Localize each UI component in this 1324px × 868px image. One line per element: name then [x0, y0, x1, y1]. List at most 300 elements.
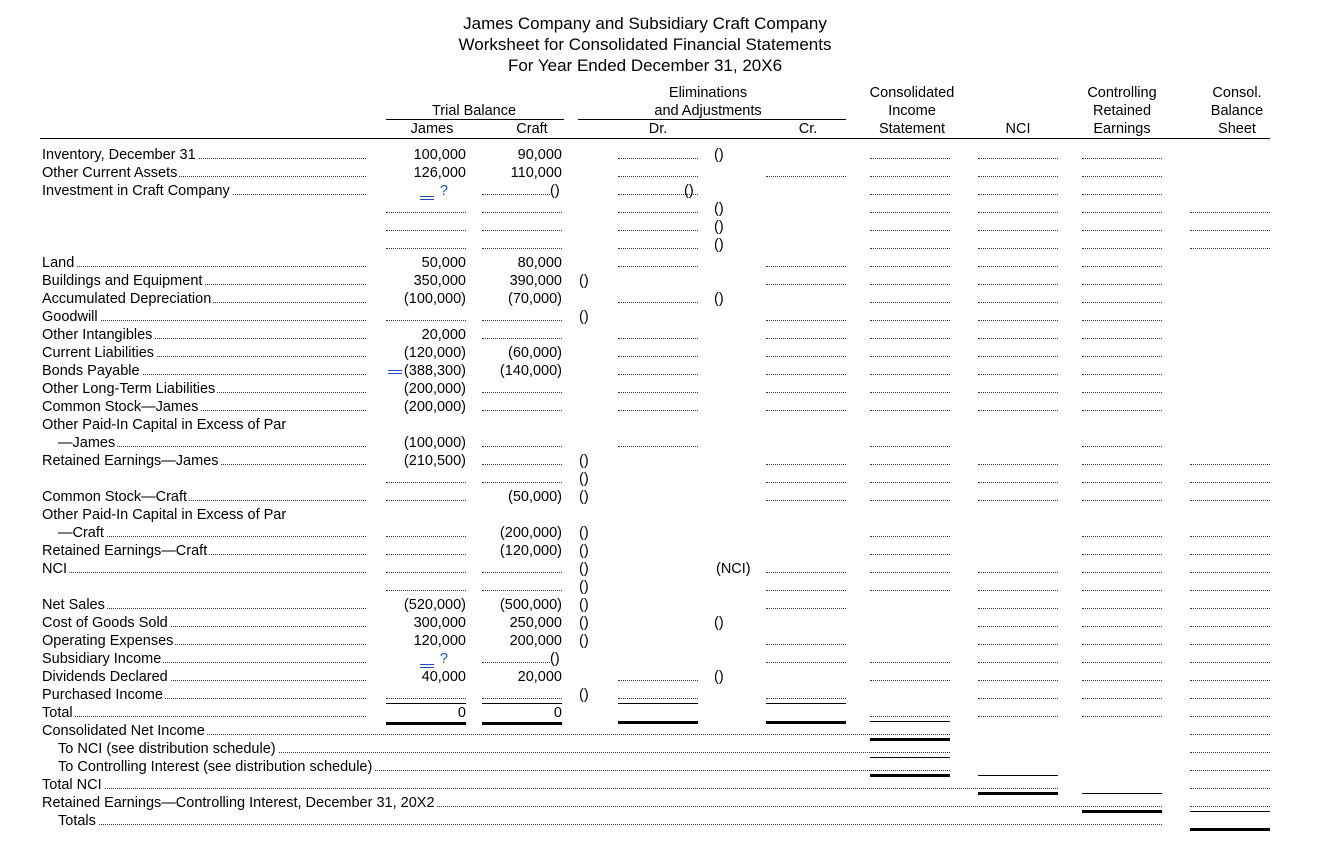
- row-label: [58, 524, 106, 542]
- nci-dots: [978, 698, 1058, 699]
- worksheet-row: [0, 722, 1324, 740]
- consolidated-income-dots: [870, 158, 950, 159]
- craft-blank-dots: [482, 194, 550, 195]
- consol-balance-dots: [1190, 248, 1270, 249]
- consolidated-income-dots: [870, 716, 950, 717]
- header-consolidated-income-1: Consolidated: [869, 85, 955, 101]
- nci-total-rule: [978, 775, 1058, 776]
- row-label-text: Consolidated Net Income: [42, 723, 205, 739]
- craft-value: (500,000): [499, 597, 562, 613]
- row-label: [58, 812, 98, 830]
- row-label-text: Common Stock—Craft: [42, 489, 188, 505]
- nci-total-double: [978, 792, 1058, 795]
- craft-value: 110,000: [510, 165, 562, 181]
- craft-blank-dots: [482, 482, 562, 483]
- nci-elimination-label: (NCI): [716, 561, 751, 577]
- worksheet-title-company: James Company and Subsidiary Craft Company: [463, 14, 827, 33]
- james-value: 350,000: [413, 273, 466, 289]
- controlling-re-dots: [1082, 554, 1162, 555]
- james-blank-dots: [386, 248, 466, 249]
- consol-balance-dots: [1190, 590, 1270, 591]
- row-label: [42, 416, 288, 434]
- worksheet-row: [0, 434, 1324, 452]
- header-consolidated-income-3: Statement: [878, 121, 946, 137]
- controlling-re-dots: [1082, 608, 1162, 609]
- row-label-text: Other Paid-In Capital in Excess of Par: [42, 417, 287, 433]
- consol-balance-dots: [1190, 572, 1270, 573]
- cbs-total-rule: [1190, 811, 1270, 812]
- worksheet-row: [0, 776, 1324, 794]
- cis-to-nci-rule: [870, 757, 950, 758]
- row-label-text: Net Sales: [42, 597, 105, 613]
- row-label-text: To NCI (see distribution schedule): [58, 741, 276, 757]
- adjustment-paren: (): [579, 525, 589, 541]
- adjustment-paren: (): [579, 687, 589, 703]
- row-label: [42, 290, 213, 308]
- row-label: [42, 668, 170, 686]
- row-label: [42, 380, 217, 398]
- header-controlling-re-2: Retained: [1092, 103, 1152, 119]
- row-label-text: Retained Earnings—James: [42, 453, 219, 469]
- worksheet-row: [0, 164, 1324, 182]
- row-label-text: Total NCI: [42, 777, 102, 793]
- james-value: ?: [439, 651, 448, 667]
- adjustment-paren: (): [579, 633, 589, 649]
- craft-value: (120,000): [499, 543, 562, 559]
- row-label-text: Totals: [58, 813, 96, 829]
- craft-blank-dots: [482, 338, 562, 339]
- header-consol-balance-3: Sheet: [1218, 121, 1256, 137]
- nci-dots: [978, 374, 1058, 375]
- controlling-re-dots: [1082, 590, 1162, 591]
- cis-controlling-double: [870, 774, 950, 777]
- row-label: [42, 722, 207, 740]
- row-label: [42, 776, 104, 794]
- cr-blank-dots: [766, 266, 846, 267]
- cis-net-income-double: [870, 738, 950, 741]
- craft-blank-dots: [482, 410, 562, 411]
- cr-blank-dots: [766, 698, 846, 699]
- controlling-re-dots: [1082, 158, 1162, 159]
- craft-blank-dots: [482, 320, 562, 321]
- nci-dots: [978, 716, 1058, 717]
- cre-total-double: [1082, 810, 1162, 813]
- james-value: 126,000: [413, 165, 466, 181]
- row-label-text: Retained Earnings—Craft: [42, 543, 208, 559]
- cr-blank-dots: [766, 590, 846, 591]
- worksheet-row: [0, 686, 1324, 704]
- row-label-text: Purchased Income: [42, 687, 163, 703]
- consolidated-income-dots: [870, 590, 950, 591]
- row-label-text: Common Stock—James: [42, 399, 199, 415]
- james-value: (520,000): [403, 597, 466, 613]
- row-label: [42, 398, 200, 416]
- row-label: [42, 632, 175, 650]
- consol-balance-dots: [1190, 500, 1270, 501]
- cr-blank-dots: [766, 464, 846, 465]
- cr-blank-dots: [766, 374, 846, 375]
- craft-paren: (): [550, 651, 560, 667]
- craft-value: (200,000): [499, 525, 562, 541]
- craft-value: 200,000: [509, 633, 562, 649]
- james-value: (100,000): [403, 435, 466, 451]
- controlling-re-dots: [1082, 266, 1162, 267]
- row-label-text: Land: [42, 255, 75, 271]
- controlling-re-dots: [1082, 302, 1162, 303]
- james-blank-dots: [386, 500, 466, 501]
- cr-paren: (): [714, 237, 724, 253]
- nci-dots: [978, 482, 1058, 483]
- cr-blank-dots: [766, 410, 846, 411]
- adjustment-paren: (): [579, 543, 589, 559]
- header-james: James: [410, 121, 454, 137]
- worksheet-row: [0, 416, 1324, 434]
- header-adjustments: and Adjustments: [654, 103, 762, 119]
- dr-blank-dots: [618, 176, 698, 177]
- consol-balance-dots: [1190, 806, 1270, 807]
- worksheet-row: [0, 326, 1324, 344]
- consolidated-income-dots: [870, 662, 950, 663]
- nci-dots: [978, 338, 1058, 339]
- consolidated-income-dots: [870, 230, 950, 231]
- row-label: [42, 794, 437, 812]
- consolidated-income-dots: [870, 338, 950, 339]
- james-value: (200,000): [403, 381, 466, 397]
- craft-blank-dots: [482, 464, 562, 465]
- nci-dots: [978, 464, 1058, 465]
- row-label: [42, 506, 288, 524]
- craft-value: 90,000: [517, 147, 562, 163]
- consol-balance-dots: [1190, 554, 1270, 555]
- controlling-re-dots: [1082, 320, 1162, 321]
- james-value: (120,000): [403, 345, 466, 361]
- controlling-re-dots: [1082, 338, 1162, 339]
- consol-balance-dots: [1190, 536, 1270, 537]
- row-label-text: Operating Expenses: [42, 633, 174, 649]
- craft-value: (70,000): [507, 291, 562, 307]
- row-label: [42, 596, 107, 614]
- unknown-value-mark: [388, 373, 402, 374]
- consolidated-income-dots: [870, 284, 950, 285]
- cre-total-rule: [1082, 793, 1162, 794]
- controlling-re-dots: [1082, 230, 1162, 231]
- consol-balance-dots: [1190, 626, 1270, 627]
- nci-dots: [978, 500, 1058, 501]
- cr-paren: (): [714, 291, 724, 307]
- consolidated-income-dots: [870, 410, 950, 411]
- consolidated-income-dots: [870, 194, 950, 195]
- consol-balance-dots: [1190, 698, 1270, 699]
- craft-value: (140,000): [499, 363, 562, 379]
- row-label: [42, 164, 179, 182]
- row-label: [42, 542, 209, 560]
- controlling-re-dots: [1082, 500, 1162, 501]
- cr-paren: (): [714, 219, 724, 235]
- row-label: [42, 362, 142, 380]
- cis-net-income-rule: [870, 721, 950, 722]
- header-consol-balance-1: Consol.: [1212, 85, 1262, 101]
- consol-balance-dots: [1190, 608, 1270, 609]
- consol-balance-dots: [1190, 752, 1270, 753]
- worksheet-title-name: Worksheet for Consolidated Financial Statements: [458, 35, 832, 54]
- row-label: [58, 434, 117, 452]
- dr-blank-dots: [618, 248, 698, 249]
- dr-paren: (): [684, 183, 694, 199]
- row-label-text: Total: [42, 705, 73, 721]
- consolidated-income-dots: [870, 374, 950, 375]
- cr-blank-dots: [766, 320, 846, 321]
- row-label: [42, 560, 69, 578]
- controlling-re-dots: [1082, 248, 1162, 249]
- consolidated-income-dots: [870, 320, 950, 321]
- worksheet-row: [0, 542, 1324, 560]
- consolidated-income-dots: [870, 212, 950, 213]
- worksheet-row: [0, 272, 1324, 290]
- row-label: [42, 452, 221, 470]
- row-label-text: Other Intangibles: [42, 327, 153, 343]
- dr-blank-dots: [618, 338, 698, 339]
- row-label-text: Inventory, December 31: [42, 147, 196, 163]
- dr-blank-dots: [618, 302, 698, 303]
- consolidated-income-dots: [870, 554, 950, 555]
- nci-dots: [978, 158, 1058, 159]
- worksheet-row: [0, 596, 1324, 614]
- dr-blank-dots: [618, 374, 698, 375]
- cr-paren: (): [714, 615, 724, 631]
- consol-balance-dots: [1190, 464, 1270, 465]
- worksheet-row: [0, 452, 1324, 470]
- worksheet-row: [0, 704, 1324, 722]
- craft-blank-dots: [482, 446, 562, 447]
- row-label: [42, 146, 198, 164]
- row-label: [58, 758, 374, 776]
- worksheet-row: [0, 218, 1324, 236]
- dr-blank-dots: [618, 212, 698, 213]
- worksheet-row: [0, 506, 1324, 524]
- consolidated-income-dots: [870, 536, 950, 537]
- controlling-re-dots: [1082, 176, 1162, 177]
- label-leader-dots: [42, 572, 366, 573]
- dr-blank-dots: [618, 698, 698, 699]
- cr-blank-dots: [766, 392, 846, 393]
- header-nci: NCI: [1005, 121, 1031, 137]
- label-leader-dots: [42, 266, 366, 267]
- cr-paren: (): [714, 201, 724, 217]
- nci-dots: [978, 284, 1058, 285]
- unknown-value-mark: [388, 370, 402, 371]
- controlling-re-dots: [1082, 626, 1162, 627]
- nci-dots: [978, 212, 1058, 213]
- controlling-re-dots: [1082, 356, 1162, 357]
- nci-dots: [978, 608, 1058, 609]
- row-label-text: Goodwill: [42, 309, 98, 325]
- consol-balance-dots: [1190, 230, 1270, 231]
- james-blank-dots: [386, 572, 466, 573]
- header-craft: Craft: [516, 121, 548, 137]
- row-label-text: Other Long-Term Liabilities: [42, 381, 216, 397]
- worksheet-row: [0, 488, 1324, 506]
- row-label: [42, 614, 170, 632]
- craft-value: 20,000: [517, 669, 562, 685]
- row-label: [42, 326, 154, 344]
- row-label-text: —Craft: [58, 525, 104, 541]
- cr-blank-dots: [766, 500, 846, 501]
- worksheet-row: [0, 578, 1324, 596]
- james-blank-dots: [386, 698, 466, 699]
- controlling-re-dots: [1082, 410, 1162, 411]
- consol-balance-dots: [1190, 734, 1270, 735]
- consolidated-income-dots: [870, 266, 950, 267]
- worksheet-row: [0, 362, 1324, 380]
- nci-dots: [978, 356, 1058, 357]
- row-label-text: Investment in Craft Company: [42, 183, 230, 199]
- controlling-re-dots: [1082, 194, 1162, 195]
- craft-blank-dots: [482, 248, 562, 249]
- dr-blank-dots: [618, 356, 698, 357]
- dr-blank-dots: [618, 392, 698, 393]
- nci-dots: [978, 572, 1058, 573]
- craft-blank-dots: [482, 590, 562, 591]
- row-label: [58, 740, 278, 758]
- james-blank-dots: [386, 482, 466, 483]
- cr-blank-dots: [766, 482, 846, 483]
- cr-blank-dots: [766, 608, 846, 609]
- header-controlling-re-1: Controlling: [1087, 85, 1157, 101]
- james-value: (200,000): [403, 399, 466, 415]
- worksheet-row: [0, 254, 1324, 272]
- worksheet-row: [0, 290, 1324, 308]
- header-consol-balance-2: Balance: [1210, 103, 1264, 119]
- controlling-re-dots: [1082, 698, 1162, 699]
- unknown-value-mark: [420, 664, 434, 665]
- cr-paren: (): [714, 669, 724, 685]
- worksheet-row: [0, 740, 1324, 758]
- craft-blank-dots: [482, 230, 562, 231]
- row-label: [42, 254, 76, 272]
- consol-balance-dots: [1190, 662, 1270, 663]
- consolidated-income-dots: [870, 302, 950, 303]
- adjustment-paren: (): [579, 561, 589, 577]
- cbs-total-double: [1190, 828, 1270, 831]
- controlling-re-dots: [1082, 662, 1162, 663]
- header-dr: Dr.: [648, 121, 668, 137]
- consolidated-income-dots: [870, 482, 950, 483]
- row-label-text: Accumulated Depreciation: [42, 291, 212, 307]
- consolidated-income-dots: [870, 500, 950, 501]
- james-value: (388,300): [403, 363, 466, 379]
- dr-blank-dots: [618, 410, 698, 411]
- james-blank-dots: [386, 536, 466, 537]
- adjustment-paren: (): [579, 615, 589, 631]
- craft-blank-dots: [482, 662, 550, 663]
- adjustment-paren: (): [579, 597, 589, 613]
- adjustment-paren: (): [579, 273, 589, 289]
- james-value: 300,000: [413, 615, 466, 631]
- james-value: (210,500): [403, 453, 466, 469]
- row-label-text: Other Current Assets: [42, 165, 178, 181]
- james-value: 100,000: [413, 147, 466, 163]
- header-trial-balance: Trial Balance: [431, 103, 517, 119]
- worksheet-row: [0, 524, 1324, 542]
- row-label-text: Subsidiary Income: [42, 651, 162, 667]
- nci-dots: [978, 176, 1058, 177]
- consol-balance-dots: [1190, 644, 1270, 645]
- label-leader-dots: [58, 824, 1162, 825]
- consol-balance-dots: [1190, 212, 1270, 213]
- row-label-text: Dividends Declared: [42, 669, 168, 685]
- controlling-re-dots: [1082, 284, 1162, 285]
- craft-value: (50,000): [507, 489, 562, 505]
- label-leader-dots: [42, 788, 1058, 789]
- consolidated-income-dots: [870, 464, 950, 465]
- nci-dots: [978, 392, 1058, 393]
- consol-balance-dots: [1190, 680, 1270, 681]
- worksheet-row: [0, 200, 1324, 218]
- consolidated-income-dots: [870, 356, 950, 357]
- james-blank-dots: [386, 230, 466, 231]
- james-total: 0: [457, 705, 466, 721]
- row-label: [42, 488, 189, 506]
- craft-value: 390,000: [509, 273, 562, 289]
- cr-blank-dots: [766, 338, 846, 339]
- row-label: [42, 650, 163, 668]
- nci-dots: [978, 266, 1058, 267]
- controlling-re-dots: [1082, 680, 1162, 681]
- craft-paren: (): [550, 183, 560, 199]
- craft-value: 250,000: [509, 615, 562, 631]
- dr-blank-dots: [618, 680, 698, 681]
- row-label-text: To Controlling Interest (see distribution schedule): [58, 759, 373, 775]
- worksheet-row: [0, 758, 1324, 776]
- craft-blank-dots: [482, 212, 562, 213]
- james-value: ?: [439, 183, 448, 199]
- worksheet-row: [0, 812, 1324, 830]
- row-label-text: —James: [58, 435, 116, 451]
- craft-value: 80,000: [517, 255, 562, 271]
- worksheet-row: [0, 668, 1324, 686]
- cr-blank-dots: [766, 284, 846, 285]
- nci-dots: [978, 590, 1058, 591]
- controlling-re-dots: [1082, 464, 1162, 465]
- consolidated-income-dots: [870, 248, 950, 249]
- controlling-re-dots: [1082, 392, 1162, 393]
- worksheet-row: [0, 650, 1324, 668]
- worksheet-title-period: For Year Ended December 31, 20X6: [507, 56, 783, 75]
- adjustment-paren: (): [579, 471, 589, 487]
- row-label: [42, 344, 156, 362]
- cr-blank-dots: [766, 176, 846, 177]
- row-label-text: NCI: [42, 561, 67, 577]
- craft-blank-dots: [482, 572, 562, 573]
- consol-balance-dots: [1190, 770, 1270, 771]
- row-label-text: Cost of Goods Sold: [42, 615, 168, 631]
- consolidated-income-dots: [870, 392, 950, 393]
- worksheet-row: [0, 470, 1324, 488]
- row-label: [42, 686, 165, 704]
- controlling-re-dots: [1082, 374, 1162, 375]
- nci-dots: [978, 248, 1058, 249]
- row-label-text: Retained Earnings—Controlling Interest, December 31, 20X2: [42, 795, 435, 811]
- worksheet-row: [0, 614, 1324, 632]
- controlling-re-dots: [1082, 716, 1162, 717]
- nci-dots: [978, 680, 1058, 681]
- worksheet-row: [0, 560, 1324, 578]
- consolidated-income-dots: [870, 572, 950, 573]
- header-cr: Cr.: [798, 121, 818, 137]
- james-blank-dots: [386, 554, 466, 555]
- header-controlling-re-3: Earnings: [1093, 121, 1151, 137]
- james-value: 40,000: [421, 669, 466, 685]
